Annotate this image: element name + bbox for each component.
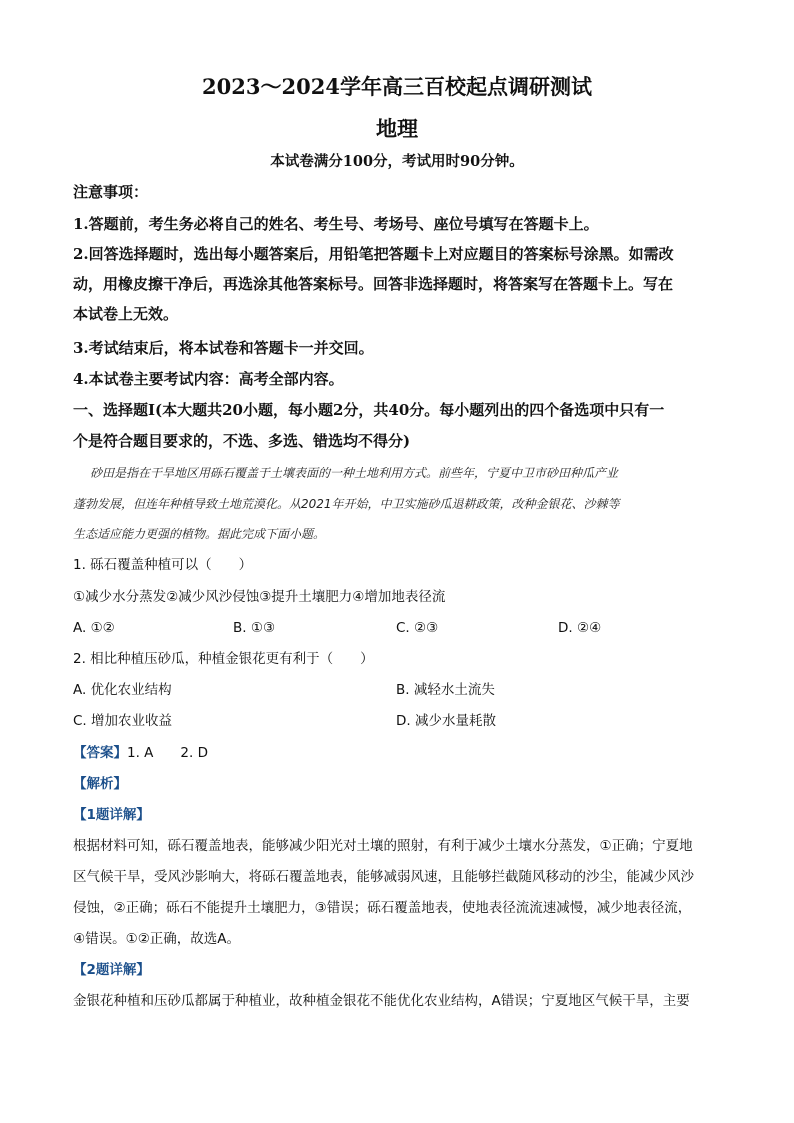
detail-2-tag: 【2题详解】 bbox=[73, 962, 150, 978]
answer-tag: 【答案】 bbox=[73, 745, 127, 761]
note-line: 本试卷上无效。 bbox=[73, 305, 179, 323]
notes-heading: 注意事项： bbox=[73, 183, 149, 201]
analysis-line bbox=[73, 774, 127, 794]
exam-title: 2023～2024学年高三百校起点调研测试 bbox=[202, 74, 592, 99]
detail-1-text: 区气候干旱，受风沙影响大，将砾石覆盖地表，能够减弱风速，且能够拦截随风移动的沙尘，能减少风沙 bbox=[73, 869, 694, 885]
q1-option-b: B. ①③ bbox=[233, 620, 276, 636]
q2-option-c: C. 增加农业收益 bbox=[73, 713, 173, 729]
answer-line bbox=[73, 743, 208, 763]
passage-line: 蓬勃发展，但连年种植导致土地荒漠化。从2021年开始，中卫实施砂瓜退耕政策，改种金银花、沙棘等 bbox=[73, 497, 620, 511]
question-1-stem: 1. 砾石覆盖种植可以（ ） bbox=[73, 557, 253, 573]
detail-1-line bbox=[73, 805, 150, 825]
section-heading: 一、选择题Ⅰ(本大题共20小题，每小题2分，共40分。每小题列出的四个备选项中只有一 bbox=[73, 401, 665, 419]
q2-option-a: A. 优化农业结构 bbox=[73, 682, 172, 698]
detail-2-line bbox=[73, 960, 150, 980]
detail-1-text: 侵蚀，②正确；砾石不能提升土壤肥力，③错误；砾石覆盖地表，使地表径流流速减慢，减少地表径流， bbox=[73, 900, 692, 916]
analysis-tag: 【解析】 bbox=[73, 776, 127, 792]
question-2-stem: 2. 相比种植压砂瓜，种植金银花更有利于（ ） bbox=[73, 651, 374, 667]
passage-line: 砂田是指在干旱地区用砾石覆盖于土壤表面的一种土地利用方式。前些年，宁夏中卫市砂田种瓜产业 bbox=[90, 466, 619, 480]
q2-option-b: B. 减轻水土流失 bbox=[396, 682, 495, 698]
detail-2-text: 金银花种植和压砂瓜都属于种植业，故种植金银花不能优化农业结构，A错误；宁夏地区气候干旱，主要 bbox=[73, 993, 690, 1009]
q1-option-c: C. ②③ bbox=[396, 620, 439, 636]
detail-1-text: ④错误。①②正确，故选A。 bbox=[73, 931, 241, 947]
answer-text: 1. A 2. D bbox=[127, 745, 208, 761]
section-heading-cont: 个是符合题目要求的，不选、多选、错选均不得分) bbox=[73, 432, 411, 450]
note-line: 2.回答选择题时，选出每小题答案后，用铅笔把答题卡上对应题目的答案标号涂黑。如需改 bbox=[73, 245, 674, 263]
detail-1-text: 根据材料可知，砾石覆盖地表，能够减少阳光对土壤的照射，有利于减少土壤水分蒸发，①正确；宁夏地 bbox=[73, 838, 693, 854]
note-line: 3.考试结束后，将本试卷和答题卡一并交回。 bbox=[73, 339, 374, 357]
q1-option-a: A. ①② bbox=[73, 620, 115, 636]
subject-title: 地理 bbox=[376, 116, 418, 141]
passage-line: 生态适应能力更强的植物。据此完成下面小题。 bbox=[73, 527, 326, 541]
exam-info: 本试卷满分100分，考试用时90分钟。 bbox=[270, 153, 524, 170]
detail-1-tag: 【1题详解】 bbox=[73, 807, 150, 823]
note-line: 1.答题前，考生务必将自己的姓名、考生号、考场号、座位号填写在答题卡上。 bbox=[73, 215, 599, 233]
q2-option-d: D. 减少水量耗散 bbox=[396, 713, 496, 729]
q1-option-d: D. ②④ bbox=[558, 620, 602, 636]
note-line: 动，用橡皮擦干净后，再选涂其他答案标号。回答非选择题时，将答案写在答题卡上。写在 bbox=[73, 275, 674, 293]
question-1-choices: ①减少水分蒸发②减少风沙侵蚀③提升土壤肥力④增加地表径流 bbox=[73, 589, 446, 605]
note-line: 4.本试卷主要考试内容：高考全部内容。 bbox=[73, 370, 344, 388]
